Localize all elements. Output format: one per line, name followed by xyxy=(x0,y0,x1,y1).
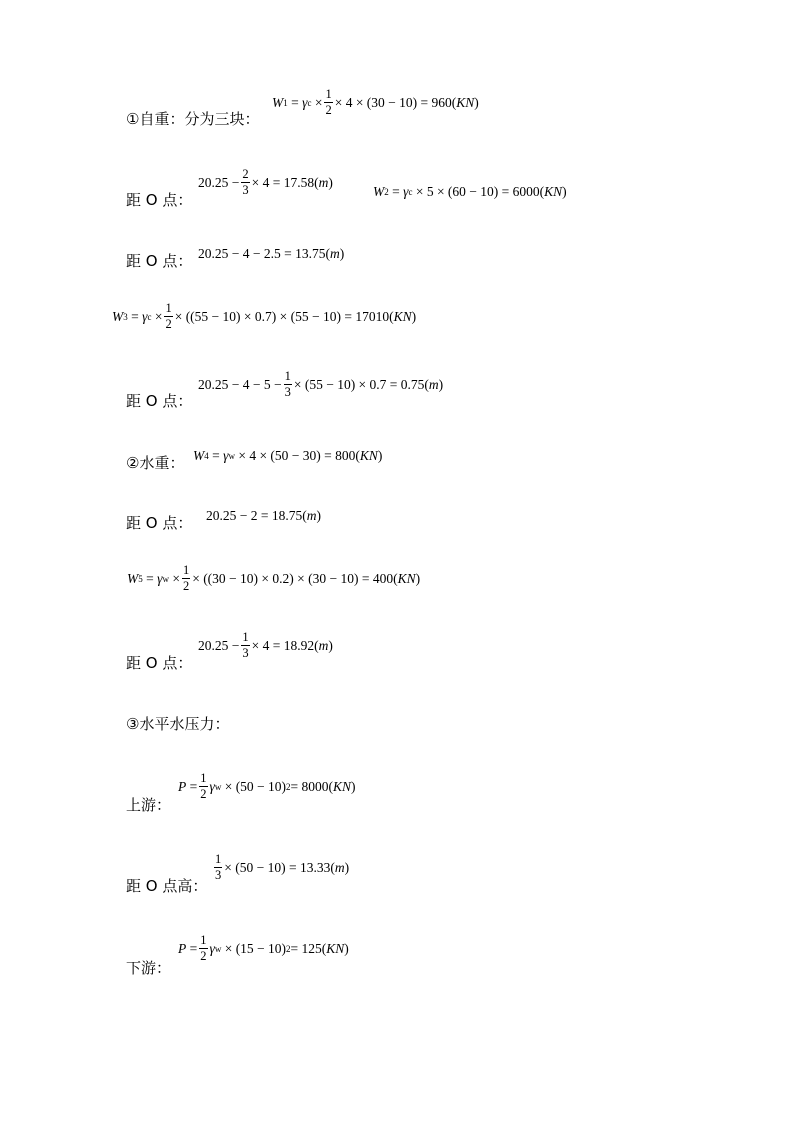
self-weight-heading: ①自重：分为三块： xyxy=(126,110,260,128)
equation-d2: 20.25 − 4 − 2.5 = 13.75( m ) xyxy=(198,246,345,261)
equation-d3: 20.25 − 4 − 5 − $\frac{1}{3}$ × (55 − 10) × 0.7 = 0.75( m ) xyxy=(198,369,444,399)
upstream-label: 上游： xyxy=(126,796,172,814)
equation-w1: W 1 = γ c × $\frac{1}{2}$ × 4 × (30 − 10) = 960( KN ) xyxy=(272,87,479,117)
equation-w4: W 4 = γ w × 4 × (50 − 30) = 800( KN ) xyxy=(193,448,383,463)
distance-label-1: 距 O 点： xyxy=(126,191,193,209)
equation-h-upstream: $\frac{1}{3}$ × (50 − 10) = 13.33( m ) xyxy=(215,852,350,882)
equation-p-upstream: P = $\frac{1}{2}$ γ w × (50 − 10) 2 = 8000( KN ) xyxy=(178,771,356,801)
distance-label-4: 距 O 点： xyxy=(126,514,193,532)
water-weight-heading: ②水重： xyxy=(126,454,185,472)
downstream-label: 下游： xyxy=(126,959,172,977)
distance-label-2: 距 O 点： xyxy=(126,252,193,270)
equation-d1: 20.25 − $\frac{2}{3}$ × 4 = 17.58( m ) xyxy=(198,167,333,197)
horizontal-pressure-heading: ③水平水压力： xyxy=(126,715,230,733)
equation-w5: W 5 = γ w × $\frac{1}{2}$ × ((30 − 10) × 0.2) × (30 − 10) = 400( KN ) xyxy=(127,563,421,593)
equation-d4: 20.25 − 2 = 18.75( m ) xyxy=(206,508,321,523)
equation-p-downstream: P = $\frac{1}{2}$ γ w × (15 − 10) 2 = 125( KN ) xyxy=(178,933,349,963)
equation-w3: W 3 = γ c × $\frac{1}{2}$ × ((55 − 10) × 0.7) × (55 − 10) = 17010( KN ) xyxy=(112,301,417,331)
distance-label-3: 距 O 点： xyxy=(126,392,193,410)
equation-d5: 20.25 − $\frac{1}{3}$ × 4 = 18.92( m ) xyxy=(198,630,333,660)
distance-label-5: 距 O 点： xyxy=(126,654,193,672)
distance-height-label: 距 O 点高： xyxy=(126,877,208,895)
equation-w2: W 2 = γ c × 5 × (60 − 10) = 6000( KN ) xyxy=(373,184,567,199)
